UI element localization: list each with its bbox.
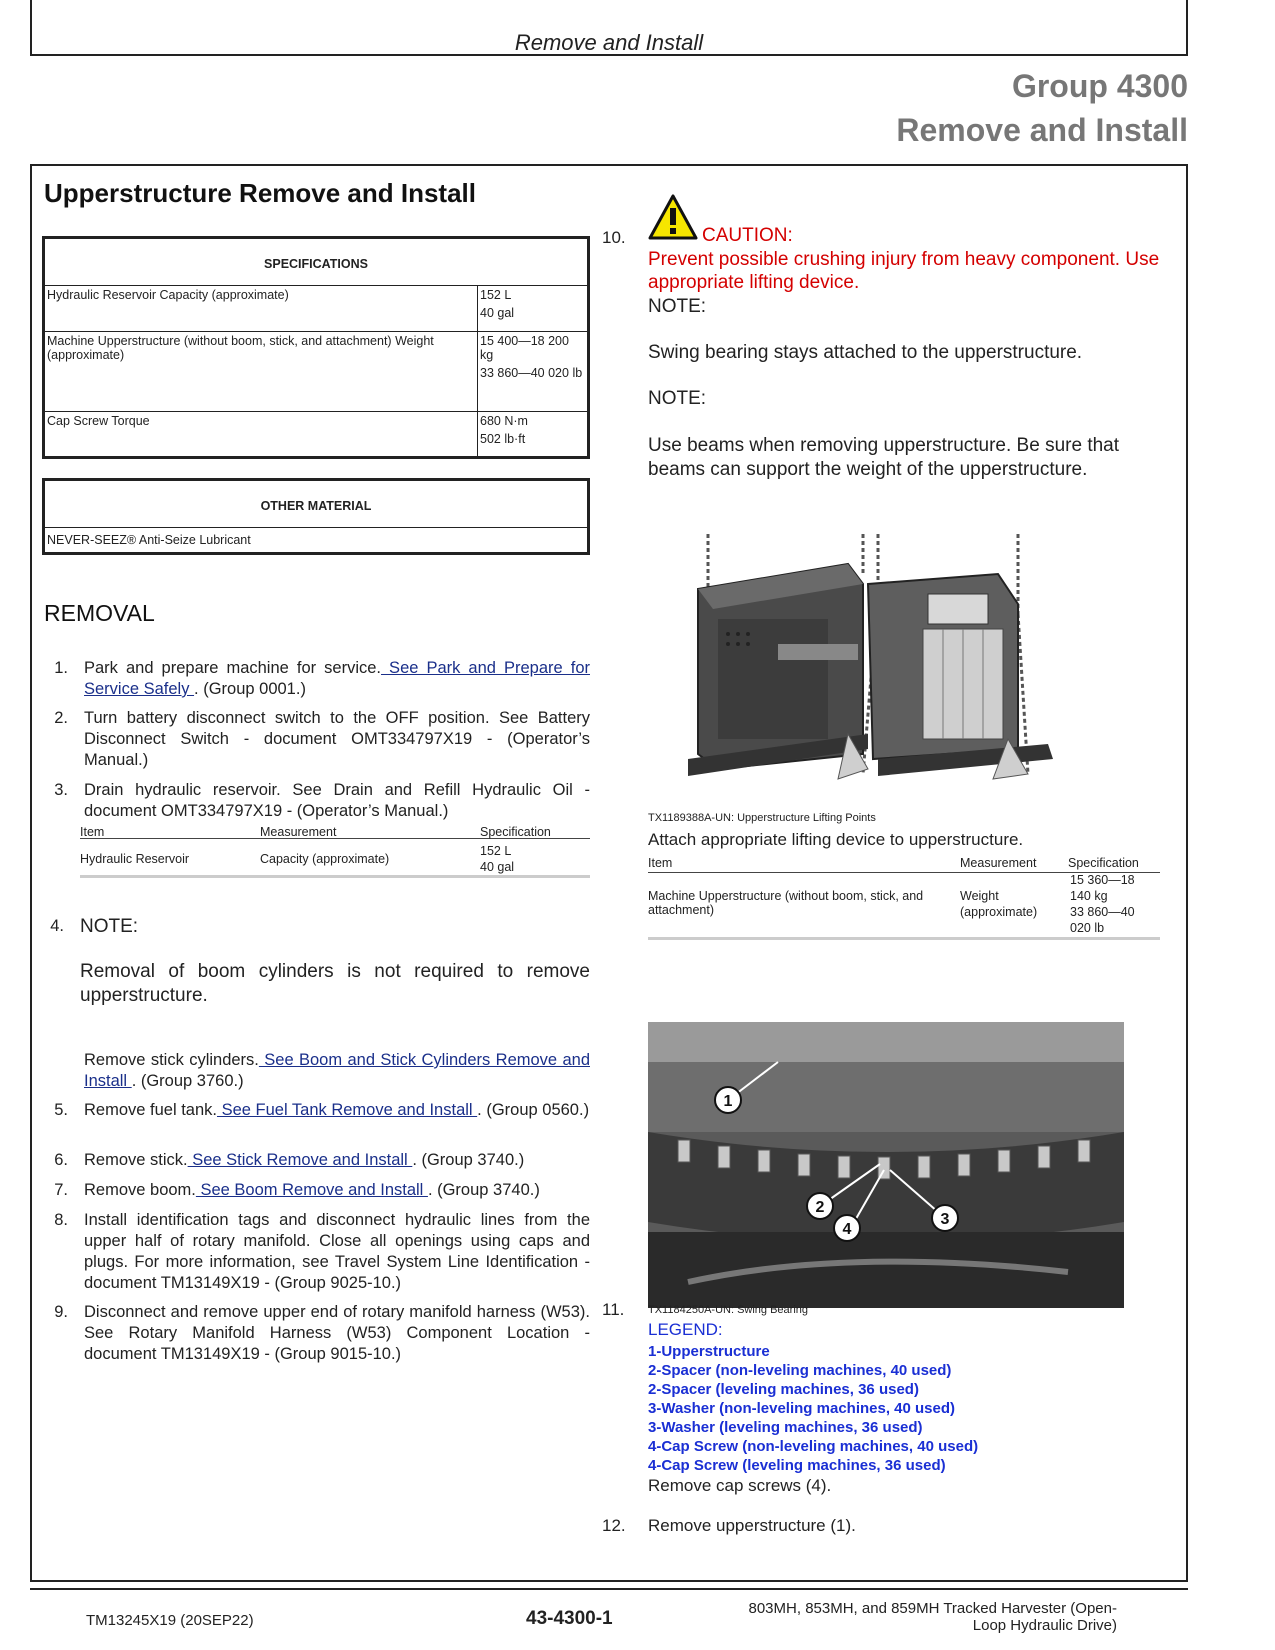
group-number: Group 4300 xyxy=(1011,68,1188,104)
spec-label: Hydraulic Reservoir Capacity (approximate) xyxy=(44,286,478,332)
step-4: Remove stick cylinders. See Boom and Stick Cylinders Remove and Install . (Group 3760.) xyxy=(84,1051,590,1090)
note-2-text: Use beams when removing upperstructure. Be sure that beams can support the weight of the upperstructure. xyxy=(648,435,1120,480)
swing-bearing-figure xyxy=(648,1022,1124,1308)
step-7: Remove boom. See Boom Remove and Install . (Group 3740.) xyxy=(84,1181,540,1199)
reservoir-spec-table: Item Measurement Specification Hydraulic Reservoir Capacity (approximate) 152 L 40 gal xyxy=(80,822,590,878)
boom-stick-cylinders-link[interactable]: See Boom and Stick Cylinders Remove and Install xyxy=(84,1051,590,1090)
legend-item: 3-Washer (non-leveling machines, 40 used) xyxy=(648,1400,956,1417)
specifications-heading: SPECIFICATIONS xyxy=(44,238,589,286)
step-12-text: Remove upperstructure (1). xyxy=(648,1516,856,1535)
step-11-num: 11. xyxy=(602,1300,625,1319)
spec-label: Machine Upperstructure (without boom, stick, and attachment) Weight (approximate) xyxy=(44,332,478,412)
upperstructure-weight-table: Item Measurement Specification Machine Upperstructure (without boom, stick, and attachment) Weight (approximate) 15 360—18 140 kg 33 860—40 020 lb xyxy=(648,856,1160,940)
legend-item: 4-Cap Screw (non-leveling machines, 40 used) xyxy=(648,1438,979,1455)
legend-item: 4-Cap Screw (leveling machines, 36 used) xyxy=(648,1457,946,1474)
callout-3: 3 xyxy=(940,1211,950,1228)
legend-list xyxy=(648,1342,1168,1475)
caution-text: Prevent possible crushing injury from heavy component. Use appropriate lifting device. xyxy=(648,249,1160,293)
step-4-note: Removal of boom cylinders is not required to remove upperstructure. xyxy=(80,961,590,1006)
legend-item: 2-Spacer (non-leveling machines, 40 used) xyxy=(648,1362,952,1379)
document-id: TM13245X19 (20SEP22) xyxy=(86,1612,254,1629)
park-prepare-link[interactable]: See Park and Prepare for Service Safely xyxy=(84,659,590,698)
step-2: Turn battery disconnect switch to the OFF position. See Battery Disconnect Switch - document OMT334797X19 - (Operator’s Manual.) xyxy=(84,709,590,769)
other-material-heading: OTHER MATERIAL xyxy=(44,480,589,528)
legend-label: LEGEND: xyxy=(648,1320,723,1339)
page-number: 43-4300-1 xyxy=(526,1608,613,1629)
specifications-table xyxy=(42,236,590,459)
warning-triangle-icon xyxy=(648,194,698,240)
note-1-label: NOTE: xyxy=(648,296,707,317)
stick-link[interactable]: See Stick Remove and Install xyxy=(187,1151,413,1169)
removal-heading: REMOVAL xyxy=(44,600,155,626)
callout-2: 2 xyxy=(815,1199,825,1216)
callout-1: 1 xyxy=(723,1093,733,1110)
note-1-text: Swing bearing stays attached to the upperstructure. xyxy=(648,342,1083,363)
other-material-table xyxy=(42,478,590,555)
step-4-note-label: NOTE: xyxy=(80,916,139,937)
step-10-instruction: Attach appropriate lifting device to upperstructure. xyxy=(648,830,1024,849)
other-material-item: NEVER-SEEZ® Anti-Seize Lubricant xyxy=(44,528,589,554)
group-title: Remove and Install xyxy=(896,112,1188,148)
figure-1-caption: TX1189388A-UN: Upperstructure Lifting Points xyxy=(648,812,876,824)
section-title: Upperstructure Remove and Install xyxy=(44,178,476,208)
figure-2-caption: TX1184250A-UN: Swing Bearing xyxy=(648,1304,808,1316)
product-line: 803MH, 853MH, and 859MH Tracked Harvester (Open- Loop Hydraulic Drive) xyxy=(748,1600,1117,1634)
step-8: Install identification tags and disconnect hydraulic lines from the upper half of rotary manifold. Close all openings using caps and plugs. For more information, see Travel System Line Identification - document TM13149X19 - (Group 9025-10.) xyxy=(84,1211,590,1292)
legend-item: 1-Upperstructure xyxy=(648,1343,770,1360)
step-11-instruction: Remove cap screws (4). xyxy=(648,1476,832,1495)
running-header: Remove and Install xyxy=(514,30,704,55)
spec-value: 680 N·m 502 lb·ft xyxy=(478,412,589,458)
legend-item: 3-Washer (leveling machines, 36 used) xyxy=(648,1419,923,1436)
step-12-num: 12. xyxy=(602,1516,626,1535)
step-1: Park and prepare machine for service. See Park and Prepare for Service Safely . (Group 0001.) xyxy=(84,659,590,698)
spec-value: 152 L 40 gal xyxy=(478,286,589,332)
step-5: Remove fuel tank. See Fuel Tank Remove and Install . (Group 0560.) xyxy=(84,1101,590,1119)
spec-label: Cap Screw Torque xyxy=(44,412,478,458)
callout-4: 4 xyxy=(842,1221,852,1238)
spec-value: 15 400—18 200 kg 33 860—40 020 lb xyxy=(478,332,589,412)
footer-rule xyxy=(30,1588,1188,1590)
fuel-tank-link[interactable]: See Fuel Tank Remove and Install xyxy=(216,1101,478,1119)
caution-label: CAUTION: xyxy=(702,225,793,246)
step-10-num: 10. xyxy=(602,228,626,247)
step-9: Disconnect and remove upper end of rotary manifold harness (W53). See Rotary Manifold Harness (W53) Component Location - document TM13149X19 - (Group 9015-10.) xyxy=(84,1303,590,1363)
step-6: Remove stick. See Stick Remove and Install . (Group 3740.) xyxy=(84,1151,525,1169)
legend-item: 2-Spacer (leveling machines, 36 used) xyxy=(648,1381,919,1398)
note-2-label: NOTE: xyxy=(648,388,707,409)
boom-link[interactable]: See Boom Remove and Install xyxy=(195,1181,428,1199)
step-3: Drain hydraulic reservoir. See Drain and Refill Hydraulic Oil - document OMT334797X19 - (Operator’s Manual.) xyxy=(84,781,590,820)
upperstructure-lifting-figure xyxy=(688,534,1058,794)
